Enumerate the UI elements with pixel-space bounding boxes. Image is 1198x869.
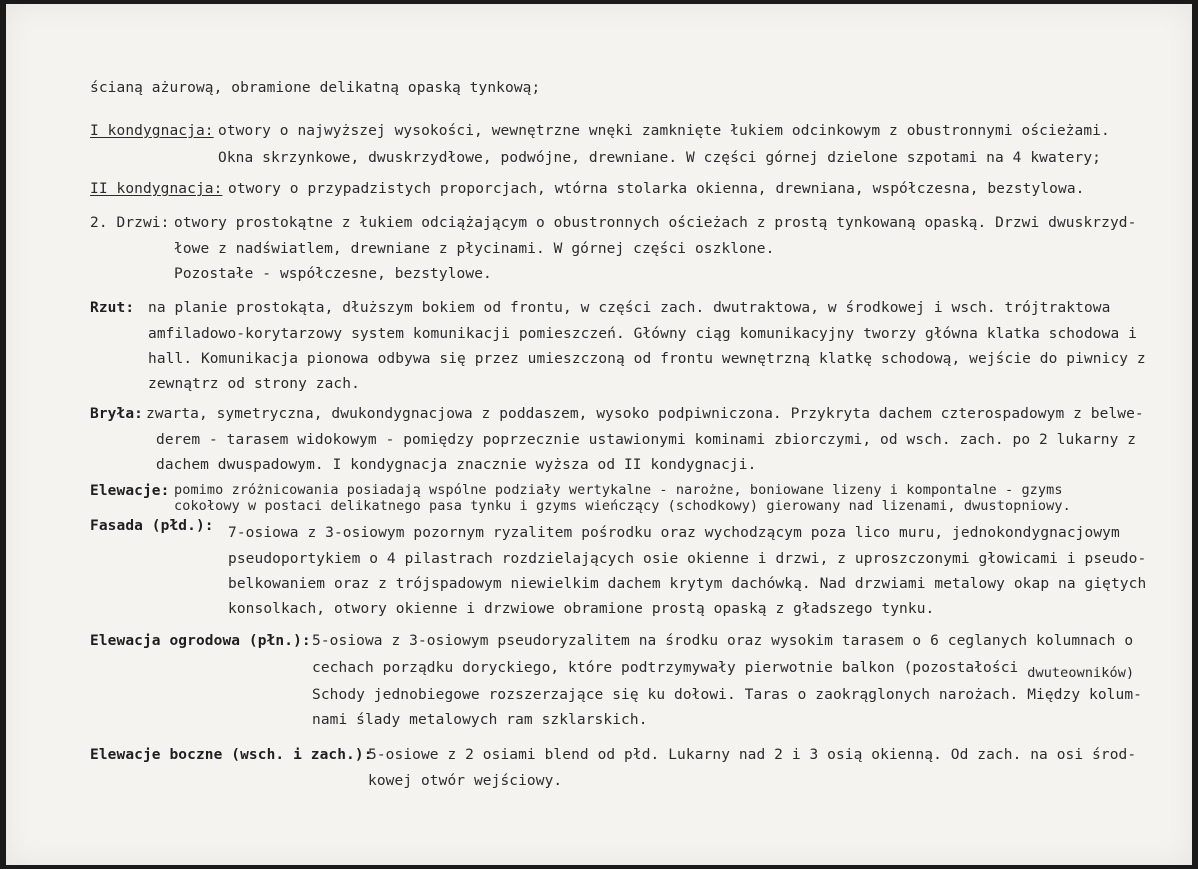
text-line: zwarta, symetryczna, dwukondygnacjowa z poddaszem, wysoko podpiwniczona. Przykryta dachem czterospadowym z belwe- bbox=[146, 406, 1144, 422]
heading-kondygnacja-1: I kondygnacja: bbox=[90, 123, 214, 139]
heading-drzwi: 2. Drzwi: bbox=[90, 215, 170, 231]
heading-bryla: Bryła: bbox=[90, 406, 143, 422]
text-line: zewnątrz od strony zach. bbox=[148, 376, 360, 392]
heading-fasada: Fasada (płd.): bbox=[90, 518, 214, 534]
text-line: łowe z nadświatlem, drewniane z płycinami. W górnej części oszklone. bbox=[174, 241, 775, 257]
heading-elewacja-ogrodowa: Elewacja ogrodowa (płn.): bbox=[90, 633, 311, 649]
text-line: otwory o przypadzistych proporcjach, wtórna stolarka okienna, drewniana, współczesna, bezstylowa. bbox=[228, 181, 1085, 197]
text-line: amfiladowo-korytarzowy system komunikacji pomieszczeń. Główny ciąg komunikacyjny tworzy główna klatka schodowa i bbox=[148, 326, 1137, 342]
text-line: Pozostałe - współczesne, bezstylowe. bbox=[174, 266, 492, 282]
text-line: kowej otwór wejściowy. bbox=[368, 773, 563, 789]
text-line: otwory o najwyższej wysokości, wewnętrzne wnęki zamknięte łukiem odcinkowym z obustronnymi ościeżami. bbox=[218, 123, 1110, 139]
text-line: 5-osiowe z 2 osiami blend od płd. Lukarny nad 2 i 3 osią okienną. Od zach. na osi środ- bbox=[368, 747, 1137, 763]
text-line: na planie prostokąta, dłuższym bokiem od frontu, w części zach. dwutraktowa, w środkowej i wsch. trójtraktowa bbox=[148, 300, 1111, 316]
text-line: ścianą ażurową, obramione delikatną opaską tynkową; bbox=[90, 80, 541, 96]
text-line: cokołowy w postaci delikatnego pasa tynku i gzyms wieńczący (schodkowy) gierowany nad lizenami, dwustopniowy. bbox=[174, 498, 1071, 514]
text-line: Schody jednobiegowe rozszerzające się ku dołowi. Taras o zaokrąglonych narożach. Między kolum- bbox=[312, 687, 1142, 703]
heading-elewacje: Elewacje: bbox=[90, 483, 170, 499]
heading-kondygnacja-2: II kondygnacja: bbox=[90, 181, 223, 197]
document-page bbox=[6, 4, 1192, 865]
text-line: nami ślady metalowych ram szklarskich. bbox=[312, 712, 648, 728]
text-fragment: dwuteowników) bbox=[1027, 665, 1135, 681]
heading-rzut: Rzut: bbox=[90, 300, 135, 316]
text-line bbox=[312, 660, 1135, 681]
text-line: 5-osiowa z 3-osiowym pseudoryzalitem na środku oraz wysokim tarasem o 6 ceglanych kolumnach o bbox=[312, 633, 1134, 649]
text-line: otwory prostokątne z łukiem odciążającym o obustronnych ościeżach z prostą tynkowaną opaską. Drzwi dwuskrzyd- bbox=[174, 215, 1137, 231]
text-line: 7-osiowa z 3-osiowym pozornym ryzalitem pośrodku oraz wychodzącym poza lico muru, jednokondygnacjowym bbox=[228, 525, 1120, 541]
text-fragment: cechach porządku doryckiego, które podtrzymywały pierwotnie balkon (pozostałości bbox=[312, 660, 1019, 676]
text-line: derem - tarasem widokowym - pomiędzy poprzecznie ustawionymi kominami zbiorczymi, od wsch. zach. po 2 lukarny z bbox=[156, 432, 1137, 448]
text-line: dachem dwuspadowym. I kondygnacja znacznie wyższa od II kondygnacji. bbox=[156, 457, 757, 473]
text-line: pomimo zróżnicowania posiadają wspólne podziały wertykalne - narożne, boniowane lizeny i kompontalne - gzyms bbox=[174, 482, 1063, 498]
text-line: hall. Komunikacja pionowa odbywa się przez umieszczoną od frontu wewnętrzną klatkę schodową, wejście do piwnicy z bbox=[148, 351, 1146, 367]
text-line: Okna skrzynkowe, dwuskrzydłowe, podwójne, drewniane. W części górnej dzielone szpotami na 4 kwatery; bbox=[218, 150, 1101, 166]
text-line: konsolkach, otwory okienne i drzwiowe obramione prostą opaską z gładszego tynku. bbox=[228, 601, 935, 617]
text-line: belkowaniem oraz z trójspadowym niewielkim dachem krytym dachówką. Nad drzwiami metalowy okap na giętych bbox=[228, 576, 1147, 592]
heading-elewacje-boczne: Elewacje boczne (wsch. i zach.): bbox=[90, 747, 373, 763]
text-line: pseudoportykiem o 4 pilastrach rozdzielających osie okienne i drzwi, z uproszczonymi głowicami i pseudo- bbox=[228, 551, 1147, 567]
